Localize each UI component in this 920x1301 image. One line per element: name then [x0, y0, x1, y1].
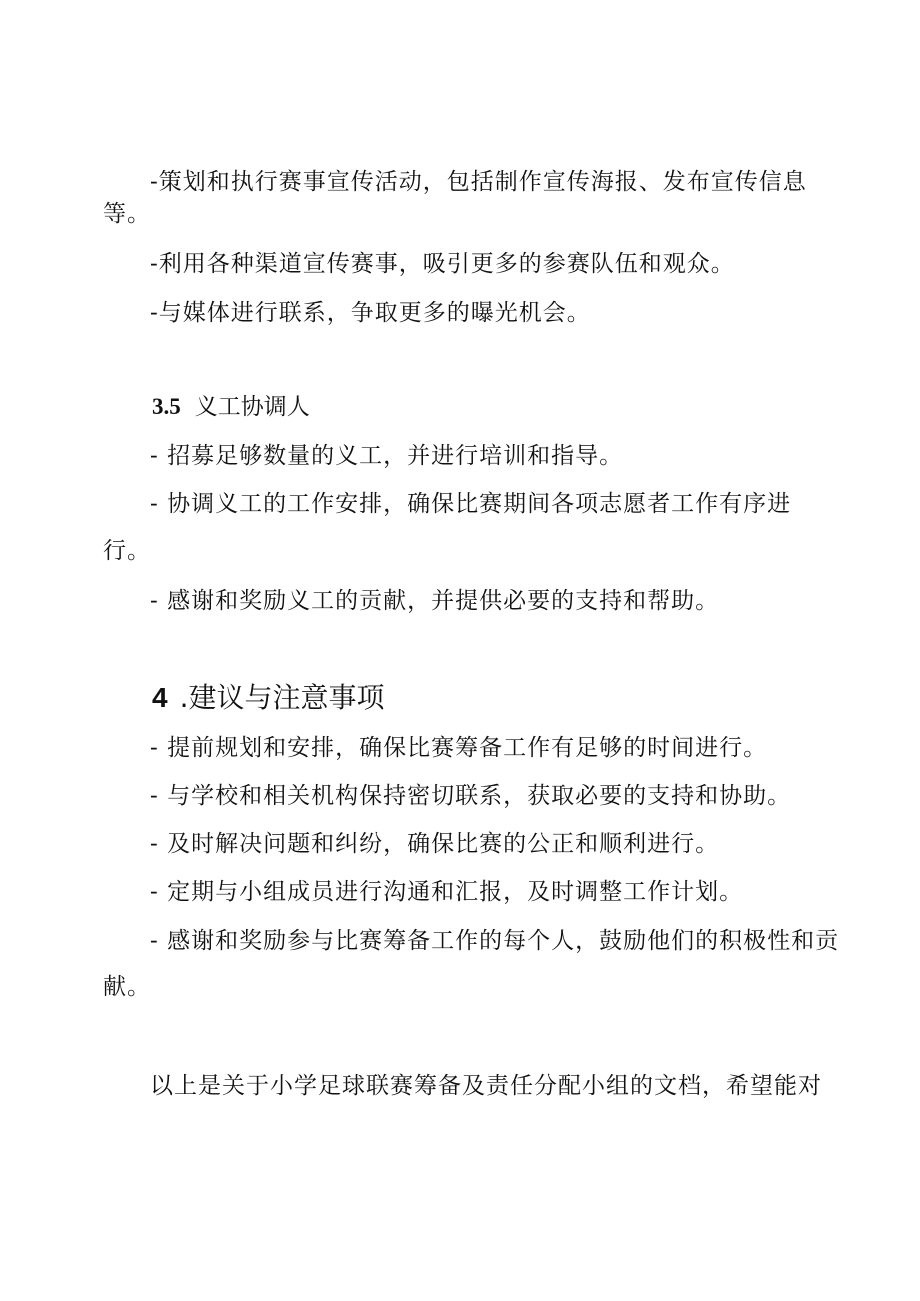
section-title: 义工协调人: [194, 394, 310, 420]
section-number: 3.5: [152, 394, 181, 419]
paragraph-line: - 及时解决问题和纠纷，确保比赛的公正和顺利进行。: [150, 831, 720, 857]
paragraph-line: 等。: [103, 201, 151, 227]
paragraph-line: - 定期与小组成员进行沟通和汇报，及时调整工作计划。: [150, 879, 744, 905]
section-title: .建议与注意事项: [179, 681, 385, 714]
paragraph-line: -利用各种渠道宣传赛事，吸引更多的参赛队伍和观众。: [150, 251, 735, 277]
closing-paragraph-line: 以上是关于小学足球联赛筹备及责任分配小组的文档，希望能对: [150, 1073, 822, 1099]
paragraph-line: - 招募足够数量的义工，并进行培训和指导。: [150, 443, 624, 469]
paragraph-line: 献。: [103, 974, 151, 1000]
paragraph-line: 行。: [103, 538, 151, 564]
paragraph-line: - 协调义工的工作安排，确保比赛期间各项志愿者工作有序进: [150, 491, 792, 517]
section-number: 4: [152, 682, 168, 713]
paragraph-line: - 感谢和奖励义工的贡献，并提供必要的支持和帮助。: [150, 588, 720, 614]
paragraph-line: - 提前规划和安排，确保比赛筹备工作有足够的时间进行。: [150, 735, 768, 761]
section-heading-4: [152, 681, 384, 715]
paragraph-line: - 与学校和相关机构保持密切联系，获取必要的支持和协助。: [150, 783, 792, 809]
paragraph-line: - 感谢和奖励参与比赛筹备工作的每个人，鼓励他们的积极性和贡: [150, 928, 840, 954]
paragraph-line: -与媒体进行联系，争取更多的曝光机会。: [150, 300, 591, 326]
paragraph-line: -策划和执行赛事宣传活动，包括制作宣传海报、发布宣传信息: [150, 169, 807, 195]
section-heading-3-5: [152, 392, 310, 422]
